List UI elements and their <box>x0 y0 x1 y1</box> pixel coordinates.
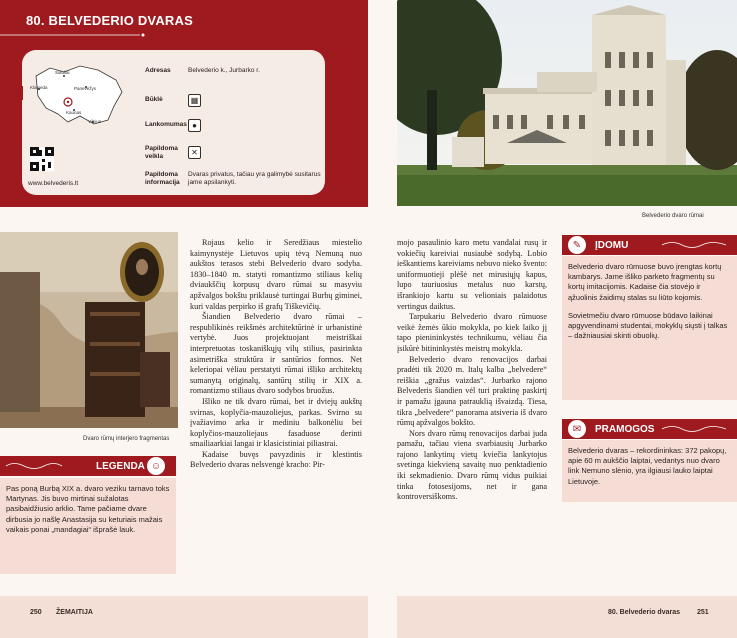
map-marker-side <box>20 86 23 100</box>
idomu-text-1: Belvederio dvaro rūmuose buvo įrengtas kortų kambarys. Jame išliko parketo fragmentų su kortų imitacijomis. Kadaise čia stovėjo ir ąžuolinis žaidimų stalas su liūto kojomis. <box>568 262 722 302</box>
pramogos-ornament <box>660 424 730 434</box>
idomu-lightbulb-icon: ✎ <box>567 235 587 255</box>
body-column-1 <box>190 238 362 471</box>
body-paragraph: Išliko ne tik dvaro rūmai, bet ir dviejų aukštų svirnas, koplyčia-mauzoliejus, parkas. Svirno su įvažiavimo arka ir mediniu balkonėliu bei koplyčios-mauzoliejaus fasaduose derinti smailiaarkiai langai ir klasicistiniai piliastrai. <box>190 396 362 449</box>
idomu-text-2: Sovietmečiu dvaro rūmuose būdavo laikinai apgyvendinami studentai, mokyklų siųsti į talkas – dažniausiai skinti obuolių. <box>568 310 728 341</box>
body-paragraph: Nors dvaro rūmų renovacijos darbai juda pamažu, tačiau viena svarbiausių Jurbarko rajono lankytinų vietų kviečia lankytojus svetinga kiekvieną savaitę nuo penktadienio iki sekmadienio. Dvaro rūmų vidus puikiai tinka fotosesijoms, net ir gana kontroversiškoms. <box>397 428 547 502</box>
label-extra-info: Papildoma informacija <box>145 171 180 186</box>
body-paragraph: mojo pasaulinio karo metu vandalai rusų ir vokiečių kareiviai nusiaubė sodybą. Lobio ieškantiems kareiviams nebuvo nieko švento: uniformuotieji plėšė net mirusiųjų kapus, lupo tauriuosius metalus nuo karstų, išrankiojo kartu su velioniais palaidotus vertingus daiktus. <box>397 238 547 311</box>
legend-body <box>0 478 176 574</box>
idomu-body <box>562 256 737 400</box>
building-icon: ▦ <box>188 94 201 107</box>
label-extra-activity: Papildoma veikla <box>145 145 178 160</box>
body-paragraph: Kadaise buvęs pavyzdinis ir klestintis Belvederio dvaras nelsvengė krachoː Pir- <box>190 449 362 470</box>
interior-photo-caption: Dvaro rūmų interjero fragmentas <box>83 436 170 442</box>
map-label-kaunas: Kaunas <box>66 110 82 115</box>
legend-mask-icon: ☺ <box>146 456 166 476</box>
map-label-panevezys: Panevėžys <box>74 86 97 91</box>
page-title: 80. BELVEDERIO DVARAS <box>26 13 193 28</box>
section-name: ŽEMAITIJA <box>56 609 93 616</box>
label-address: Adresas <box>145 67 171 74</box>
legend-text: Pas poną Burbą XIX a. dvaro veziku tarnavo toks Martynas. Jis buvo mirtinai sužalotas pasibaidžiusio arklio. Tame pačiame dvare dirbusia jo našlę Anastasija su keturiais mažais vaikais ponai „mandagiai“ išprašė lauk. <box>6 484 170 534</box>
person-icon: ● <box>188 119 201 132</box>
body-paragraph: Šiandien Belvederio dvaro rūmai – respublikinės reikšmės architektūrinė ir urbanistinė vertybė. Juos projektuojant meistriškai interpretuotas toskaniškųjų vilų stilius, pasirinkta asimetriška struktūra ir santūrios formos. Net keleriopai vėliau perstatyti rūmai išliko architektų sumanytą originalų, santūrų stilių ir XIX a. romantizmo stiliaus dvaro sodybos bruožus. <box>190 312 362 396</box>
map-label-vilnius: Vilnius <box>88 119 102 124</box>
footer-band-left <box>0 596 368 638</box>
page-number-left: 250 <box>30 609 42 616</box>
map-label-siauliai: Šiauliai <box>55 70 70 75</box>
running-title: 80. Belvederio dvaras <box>608 609 680 616</box>
address-value: Belvederio k., Jurbarko r. <box>188 67 260 74</box>
idomu-title: ĮDOMU <box>595 240 629 251</box>
idomu-ornament <box>660 240 730 250</box>
body-column-2 <box>397 238 547 503</box>
header-ornament <box>0 30 368 40</box>
body-paragraph: Belvederio dvaro renovacijos darbai pradėti tik 2020 m. Italų kalba „belvedere“ reiškia „gražus vaizdas“. Jurbarko rajono Belvederis šiandien vėl turi praktinę paskirtį ir pamažu įgauna patrauklią išvaizdą. Tiesa, tikra „belvedere“ panorama atsiveria iš dvaro rūmų apžvalgos bokšto. <box>397 354 547 428</box>
pramogos-ticket-icon: ✉ <box>567 419 587 439</box>
manor-photo <box>397 0 737 206</box>
map-label-klaipeda: Klaipėda <box>30 85 48 90</box>
legend-ornament <box>4 461 64 471</box>
label-condition: Būklė <box>145 96 163 103</box>
body-paragraph: Tarpukariu Belvederio dvaro rūmuose veikė žemės ūkio mokykla, po kiek laiko jį tapo pienininkystės technikumu, vėliau čia įsikūrė bitininkystės meistrų mokykla. <box>397 312 547 353</box>
interior-photo <box>0 232 178 428</box>
page-number-right: 251 <box>697 609 709 616</box>
cross-icon: ✕ <box>188 146 201 159</box>
footer-band-right <box>397 596 737 638</box>
lithuania-map <box>28 62 126 132</box>
extra-info-value: Dvaras privatus, tačiau yra galimybė susitarus jame apsilankyti. <box>188 171 321 186</box>
pramogos-body <box>562 440 737 502</box>
legend-title: LEGENDA <box>96 461 145 472</box>
label-visiting: Lankomumas <box>145 121 187 128</box>
body-paragraph: Rojaus kelio ir Seredžiaus miestelio kaimynystėje Lietuvos upių tėvą Nemuną nuo aukštos terasos stebi Belvederio dvaro sodyba. 1830–1840 m. statyti romantizmo stiliaus kelių dviaukščių korpusų dvaro rūmai su masyviu apžvalgos bokštu priklausė turtingai Burbų giminei, kuri valdas perpirko iš grafų Tiškevičių. <box>190 238 362 311</box>
manor-photo-caption: Belvederio dvaro rūmai <box>642 213 704 219</box>
pramogos-text: Belvederio dvaras – rekordininkas: 372 pakopų, apie 60 m aukščio laiptai, vedantys nuo dvaro link Nemuno slėnio, yra ilgiausi lauko laiptai Lietuvoje. <box>568 446 727 486</box>
pramogos-title: PRAMOGOS <box>595 424 655 435</box>
website-link[interactable]: www.belvederis.lt <box>28 180 79 187</box>
qr-code[interactable] <box>30 147 54 171</box>
